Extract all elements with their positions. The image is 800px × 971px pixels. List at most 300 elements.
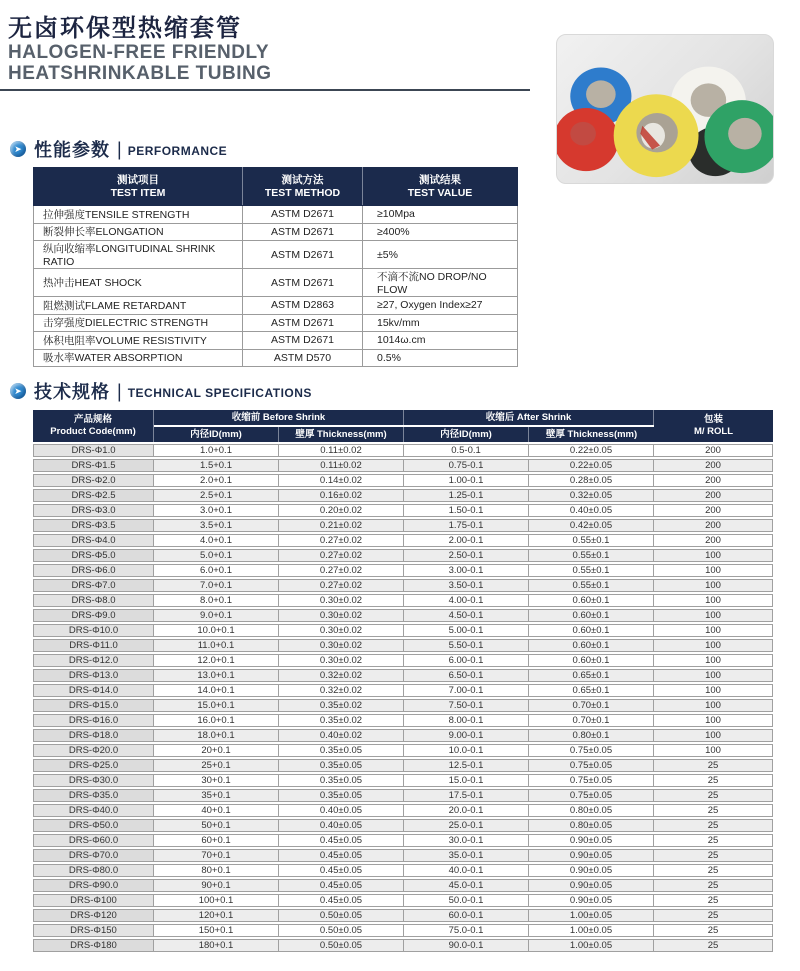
spec-cell: 100: [654, 639, 773, 652]
performance-cell: 拉伸强度TENSILE STRENGTH: [34, 206, 243, 224]
spec-row: [33, 804, 773, 817]
spec-cell: 7.50-0.1: [404, 699, 529, 712]
spec-cell: 100: [654, 729, 773, 742]
spec-row: [33, 714, 773, 727]
spec-cell: 0.70±0.1: [529, 714, 654, 727]
performance-cell: 吸水率WATER ABSORPTION: [34, 349, 243, 367]
performance-cell: 断裂伸长率ELONGATION: [34, 223, 243, 241]
product-code-cell: DRS-Φ14.0: [33, 684, 154, 697]
spec-cell: 0.40±0.02: [279, 729, 404, 742]
spec-cell: 12.0+0.1: [154, 654, 279, 667]
spec-cell: 180+0.1: [154, 939, 279, 952]
spec-cell: 2.5+0.1: [154, 489, 279, 502]
product-code-cell: DRS-Φ25.0: [33, 759, 154, 772]
product-code-cell: DRS-Φ7.0: [33, 579, 154, 592]
product-code-cell: DRS-Φ35.0: [33, 789, 154, 802]
spec-row: [33, 819, 773, 832]
spec-row: [33, 699, 773, 712]
col-header-product-code: [33, 410, 154, 442]
spec-cell: 100: [654, 744, 773, 757]
spec-row: [33, 654, 773, 667]
product-code-cell: DRS-Φ4.0: [33, 534, 154, 547]
spec-cell: 0.90±0.05: [529, 834, 654, 847]
product-code-cell: DRS-Φ100: [33, 894, 154, 907]
spec-row: [33, 459, 773, 472]
performance-row: [34, 314, 518, 332]
tubing-rolls-illustration: [557, 35, 773, 183]
spec-row: [33, 924, 773, 937]
spec-cell: 1.5+0.1: [154, 459, 279, 472]
spec-cell: 150+0.1: [154, 924, 279, 937]
spec-cell: 45.0-0.1: [404, 879, 529, 892]
product-code-cell: DRS-Φ16.0: [33, 714, 154, 727]
performance-cell: 15kv/mm: [363, 314, 518, 332]
spec-cell: 0.90±0.05: [529, 849, 654, 862]
performance-cell: 不滴不流NO DROP/NO FLOW: [363, 269, 518, 297]
spec-cell: 0.32±0.02: [279, 684, 404, 697]
product-code-cell: DRS-Φ11.0: [33, 639, 154, 652]
spec-row: [33, 774, 773, 787]
spec-cell: 0.65±0.1: [529, 684, 654, 697]
spec-cell: 35+0.1: [154, 789, 279, 802]
spec-cell: 15.0-0.1: [404, 774, 529, 787]
spec-cell: 25: [654, 939, 773, 952]
performance-table-head: [34, 168, 518, 206]
performance-row: [34, 206, 518, 224]
specifications-table: [33, 408, 773, 954]
spec-row: [33, 519, 773, 532]
spec-cell: 2.0+0.1: [154, 474, 279, 487]
product-code-cell: DRS-Φ70.0: [33, 849, 154, 862]
spec-cell: 0.45±0.05: [279, 879, 404, 892]
spec-cell: 3.50-0.1: [404, 579, 529, 592]
spec-cell: 0.50±0.05: [279, 909, 404, 922]
spec-cell: 13.0+0.1: [154, 669, 279, 682]
specs-title-cn: 技术规格: [34, 382, 110, 402]
spec-cell: 0.35±0.02: [279, 714, 404, 727]
col-header-package: [654, 410, 773, 442]
product-code-cell: DRS-Φ3.0: [33, 504, 154, 517]
spec-cell: 0.22±0.05: [529, 444, 654, 457]
spec-cell: 0.30±0.02: [279, 639, 404, 652]
col-header-id-before: 内径ID(mm): [154, 427, 279, 442]
spec-row: [33, 534, 773, 547]
product-code-cell: DRS-Φ8.0: [33, 594, 154, 607]
performance-cell: 1014ω.cm: [363, 332, 518, 350]
spec-row: [33, 729, 773, 742]
spec-cell: 0.80±0.05: [529, 804, 654, 817]
spec-cell: 0.42±0.05: [529, 519, 654, 532]
product-code-cell: DRS-Φ1.5: [33, 459, 154, 472]
package-label-en: M/ ROLL: [693, 426, 734, 437]
spec-cell: 0.35±0.02: [279, 699, 404, 712]
spec-row: [33, 894, 773, 907]
spec-cell: 200: [654, 459, 773, 472]
spec-cell: 9.00-0.1: [404, 729, 529, 742]
spec-cell: 0.27±0.02: [279, 579, 404, 592]
spec-cell: 6.0+0.1: [154, 564, 279, 577]
performance-cell: ASTM D2671: [243, 241, 363, 269]
spec-row: [33, 474, 773, 487]
spec-cell: 0.22±0.05: [529, 459, 654, 472]
spec-cell: 100: [654, 684, 773, 697]
spec-cell: 4.50-0.1: [404, 609, 529, 622]
spec-cell: 6.50-0.1: [404, 669, 529, 682]
spec-cell: 0.35±0.05: [279, 744, 404, 757]
spec-cell: 3.5+0.1: [154, 519, 279, 532]
spec-cell: 100: [654, 594, 773, 607]
spec-row: [33, 579, 773, 592]
spec-cell: 0.35±0.05: [279, 759, 404, 772]
product-code-cell: DRS-Φ2.0: [33, 474, 154, 487]
spec-cell: 11.0+0.1: [154, 639, 279, 652]
spec-cell: 0.40±0.05: [279, 819, 404, 832]
spec-row: [33, 909, 773, 922]
spec-cell: 25: [654, 759, 773, 772]
product-code-cell: DRS-Φ80.0: [33, 864, 154, 877]
performance-cell: ASTM D2671: [243, 223, 363, 241]
spec-cell: 0.21±0.02: [279, 519, 404, 532]
spec-cell: 100: [654, 564, 773, 577]
spec-cell: 0.55±0.1: [529, 549, 654, 562]
spec-cell: 0.90±0.05: [529, 864, 654, 877]
spec-cell: 0.65±0.1: [529, 669, 654, 682]
product-code-cell: DRS-Φ60.0: [33, 834, 154, 847]
spec-cell: 4.0+0.1: [154, 534, 279, 547]
product-code-cell: DRS-Φ150: [33, 924, 154, 937]
spec-cell: 75.0-0.1: [404, 924, 529, 937]
spec-cell: 0.60±0.1: [529, 654, 654, 667]
spec-cell: 0.27±0.02: [279, 534, 404, 547]
spec-cell: 60+0.1: [154, 834, 279, 847]
spec-cell: 10.0-0.1: [404, 744, 529, 757]
spec-row: [33, 624, 773, 637]
spec-cell: 0.45±0.05: [279, 834, 404, 847]
product-photo: [556, 34, 774, 184]
spec-cell: 25.0-0.1: [404, 819, 529, 832]
spec-cell: 0.11±0.02: [279, 459, 404, 472]
spec-cell: 25: [654, 789, 773, 802]
spec-cell: 200: [654, 534, 773, 547]
spec-cell: 0.60±0.1: [529, 594, 654, 607]
performance-cell: ASTM D2671: [243, 206, 363, 224]
spec-cell: 0.50±0.05: [279, 939, 404, 952]
spec-cell: 120+0.1: [154, 909, 279, 922]
spec-cell: 40+0.1: [154, 804, 279, 817]
performance-cell: ±5%: [363, 241, 518, 269]
performance-cell: ≥400%: [363, 223, 518, 241]
performance-cell: 热冲击HEAT SHOCK: [34, 269, 243, 297]
spec-cell: 80+0.1: [154, 864, 279, 877]
spec-row: [33, 489, 773, 502]
product-code-cell: DRS-Φ90.0: [33, 879, 154, 892]
spec-cell: 0.80±0.1: [529, 729, 654, 742]
spec-cell: 0.40±0.05: [279, 804, 404, 817]
spec-cell: 5.0+0.1: [154, 549, 279, 562]
spec-cell: 7.0+0.1: [154, 579, 279, 592]
spec-cell: 6.00-0.1: [404, 654, 529, 667]
spec-cell: 7.00-0.1: [404, 684, 529, 697]
performance-row: [34, 349, 518, 367]
spec-cell: 25+0.1: [154, 759, 279, 772]
spec-cell: 25: [654, 924, 773, 937]
col-header-before-shrink: 收缩前 Before Shrink: [154, 410, 404, 425]
product-code-cell: DRS-Φ1.0: [33, 444, 154, 457]
spec-cell: 200: [654, 504, 773, 517]
col-header-thickness-before: 壁厚 Thickness(mm): [279, 427, 404, 442]
spec-cell: 1.00-0.1: [404, 474, 529, 487]
spec-cell: 100: [654, 609, 773, 622]
spec-cell: 3.0+0.1: [154, 504, 279, 517]
spec-row: [33, 609, 773, 622]
spec-cell: 100: [654, 714, 773, 727]
spec-cell: 14.0+0.1: [154, 684, 279, 697]
spec-row: [33, 849, 773, 862]
spec-cell: 35.0-0.1: [404, 849, 529, 862]
spec-cell: 100: [654, 699, 773, 712]
spec-cell: 0.45±0.05: [279, 849, 404, 862]
product-code-label-cn: 产品规格: [73, 414, 112, 425]
section-separator: |: [117, 379, 122, 402]
spec-cell: 0.27±0.02: [279, 549, 404, 562]
product-code-cell: DRS-Φ15.0: [33, 699, 154, 712]
spec-row: [33, 759, 773, 772]
performance-title-cn: 性能参数: [34, 140, 110, 160]
spec-cell: 0.35±0.05: [279, 774, 404, 787]
spec-cell: 25: [654, 774, 773, 787]
spec-row: [33, 879, 773, 892]
spec-cell: 1.75-0.1: [404, 519, 529, 532]
header-divider: [0, 89, 530, 91]
spec-cell: 25: [654, 879, 773, 892]
product-code-cell: DRS-Φ6.0: [33, 564, 154, 577]
spec-row: [33, 939, 773, 952]
spec-cell: 0.45±0.05: [279, 864, 404, 877]
spec-cell: 0.16±0.02: [279, 489, 404, 502]
spec-cell: 25: [654, 819, 773, 832]
spec-cell: 3.00-0.1: [404, 564, 529, 577]
spec-cell: 0.80±0.05: [529, 819, 654, 832]
performance-cell: 纵向收缩率LONGITUDINAL SHRINK RATIO: [34, 241, 243, 269]
spec-cell: 1.00±0.05: [529, 924, 654, 937]
spec-row: [33, 639, 773, 652]
spec-cell: 0.75±0.05: [529, 744, 654, 757]
product-code-cell: DRS-Φ20.0: [33, 744, 154, 757]
performance-row: [34, 241, 518, 269]
spec-cell: 5.00-0.1: [404, 624, 529, 637]
spec-cell: 0.75±0.05: [529, 774, 654, 787]
section-separator: |: [117, 137, 122, 160]
spec-cell: 0.27±0.02: [279, 564, 404, 577]
spec-cell: 1.0+0.1: [154, 444, 279, 457]
spec-cell: 30.0-0.1: [404, 834, 529, 847]
performance-section-header: [10, 136, 227, 162]
spec-cell: 0.60±0.1: [529, 624, 654, 637]
spec-cell: 0.90±0.05: [529, 879, 654, 892]
specs-section-header: [10, 378, 312, 404]
product-code-cell: DRS-Φ120: [33, 909, 154, 922]
spec-cell: 50+0.1: [154, 819, 279, 832]
performance-cell: 体积电阻率VOLUME RESISTIVITY: [34, 332, 243, 350]
spec-cell: 25: [654, 834, 773, 847]
spec-cell: 60.0-0.1: [404, 909, 529, 922]
spec-cell: 90+0.1: [154, 879, 279, 892]
performance-col-header: 测试方法 TEST METHOD: [243, 168, 363, 206]
spec-cell: 0.55±0.1: [529, 564, 654, 577]
spec-cell: 0.32±0.05: [529, 489, 654, 502]
performance-row: [34, 269, 518, 297]
spec-cell: 20+0.1: [154, 744, 279, 757]
product-code-cell: DRS-Φ9.0: [33, 609, 154, 622]
spec-cell: 0.5-0.1: [404, 444, 529, 457]
product-code-cell: DRS-Φ10.0: [33, 624, 154, 637]
performance-cell: 0.5%: [363, 349, 518, 367]
product-code-cell: DRS-Φ30.0: [33, 774, 154, 787]
spec-cell: 1.00±0.05: [529, 939, 654, 952]
spec-cell: 9.0+0.1: [154, 609, 279, 622]
spec-cell: 200: [654, 489, 773, 502]
spec-cell: 15.0+0.1: [154, 699, 279, 712]
performance-cell: ASTM D2671: [243, 269, 363, 297]
spec-cell: 100+0.1: [154, 894, 279, 907]
spec-cell: 16.0+0.1: [154, 714, 279, 727]
performance-col-header: 测试项目 TEST ITEM: [34, 168, 243, 206]
spec-cell: 25: [654, 849, 773, 862]
spec-cell: 1.00±0.05: [529, 909, 654, 922]
specifications-table-head: [33, 410, 773, 442]
spec-cell: 1.25-0.1: [404, 489, 529, 502]
page-title: 无卤环保型热缩套管: [8, 15, 242, 42]
product-code-cell: DRS-Φ40.0: [33, 804, 154, 817]
spec-cell: 0.32±0.02: [279, 669, 404, 682]
spec-cell: 8.0+0.1: [154, 594, 279, 607]
subtitle-line2: HEATSHRINKABLE TUBING: [8, 63, 272, 84]
spec-row: [33, 594, 773, 607]
spec-cell: 50.0-0.1: [404, 894, 529, 907]
spec-cell: 0.75±0.05: [529, 789, 654, 802]
subtitle-line1: HALOGEN-FREE FRIENDLY: [8, 42, 270, 63]
spec-cell: 25: [654, 894, 773, 907]
spec-row: [33, 864, 773, 877]
spec-cell: 0.55±0.1: [529, 534, 654, 547]
spec-cell: 0.55±0.1: [529, 579, 654, 592]
spec-cell: 70+0.1: [154, 849, 279, 862]
specifications-table-body: [33, 444, 773, 952]
spec-cell: 0.14±0.02: [279, 474, 404, 487]
specs-title-en: TECHNICAL SPECIFICATIONS: [127, 386, 312, 400]
spec-cell: 100: [654, 579, 773, 592]
performance-cell: ≥27, Oxygen Index≥27: [363, 297, 518, 315]
product-code-cell: DRS-Φ5.0: [33, 549, 154, 562]
section-bullet-icon: ➤: [10, 141, 26, 157]
spec-cell: 0.20±0.02: [279, 504, 404, 517]
spec-cell: 0.60±0.1: [529, 639, 654, 652]
performance-table-body: [34, 206, 518, 367]
product-code-cell: DRS-Φ2.5: [33, 489, 154, 502]
spec-cell: 0.50±0.05: [279, 924, 404, 937]
spec-cell: 0.60±0.1: [529, 609, 654, 622]
spec-cell: 200: [654, 444, 773, 457]
spec-cell: 17.5-0.1: [404, 789, 529, 802]
package-label-cn: 包装: [704, 414, 724, 425]
performance-cell: ASTM D2863: [243, 297, 363, 315]
spec-cell: 0.75-0.1: [404, 459, 529, 472]
spec-row: [33, 834, 773, 847]
section-bullet-icon: ➤: [10, 383, 26, 399]
spec-cell: 40.0-0.1: [404, 864, 529, 877]
spec-cell: 25: [654, 909, 773, 922]
product-code-cell: DRS-Φ13.0: [33, 669, 154, 682]
spec-cell: 0.30±0.02: [279, 654, 404, 667]
product-code-cell: DRS-Φ50.0: [33, 819, 154, 832]
spec-row: [33, 684, 773, 697]
product-code-label-en: Product Code(mm): [50, 426, 136, 437]
product-code-cell: DRS-Φ3.5: [33, 519, 154, 532]
performance-title-en: PERFORMANCE: [127, 144, 228, 158]
performance-cell: ≥10Mpa: [363, 206, 518, 224]
spec-cell: 10.0+0.1: [154, 624, 279, 637]
spec-row: [33, 549, 773, 562]
spec-cell: 2.50-0.1: [404, 549, 529, 562]
spec-row: [33, 744, 773, 757]
performance-row: [34, 332, 518, 350]
spec-cell: 25: [654, 864, 773, 877]
spec-cell: 90.0-0.1: [404, 939, 529, 952]
spec-cell: 2.00-0.1: [404, 534, 529, 547]
col-header-after-shrink: 收缩后 After Shrink: [404, 410, 654, 425]
product-code-cell: DRS-Φ12.0: [33, 654, 154, 667]
spec-cell: 0.90±0.05: [529, 894, 654, 907]
spec-cell: 100: [654, 549, 773, 562]
spec-cell: 0.75±0.05: [529, 759, 654, 772]
spec-cell: 8.00-0.1: [404, 714, 529, 727]
spec-cell: 30+0.1: [154, 774, 279, 787]
performance-cell: ASTM D2671: [243, 332, 363, 350]
performance-table: [33, 167, 518, 367]
product-code-cell: DRS-Φ18.0: [33, 729, 154, 742]
spec-cell: 100: [654, 669, 773, 682]
spec-cell: 0.30±0.02: [279, 609, 404, 622]
spec-cell: 0.11±0.02: [279, 444, 404, 457]
spec-cell: 0.28±0.05: [529, 474, 654, 487]
spec-cell: 20.0-0.1: [404, 804, 529, 817]
product-code-cell: DRS-Φ180: [33, 939, 154, 952]
spec-cell: 18.0+0.1: [154, 729, 279, 742]
spec-cell: 4.00-0.1: [404, 594, 529, 607]
spec-cell: 5.50-0.1: [404, 639, 529, 652]
spec-row: [33, 504, 773, 517]
spec-cell: 200: [654, 519, 773, 532]
spec-row: [33, 444, 773, 457]
spec-row: [33, 669, 773, 682]
spec-cell: 0.45±0.05: [279, 894, 404, 907]
spec-row: [33, 564, 773, 577]
spec-cell: 200: [654, 474, 773, 487]
performance-row: [34, 223, 518, 241]
spec-cell: 0.70±0.1: [529, 699, 654, 712]
col-header-id-after: 内径ID(mm): [404, 427, 529, 442]
performance-row: [34, 297, 518, 315]
spec-cell: 0.30±0.02: [279, 624, 404, 637]
spec-cell: 25: [654, 804, 773, 817]
page-subtitle: [8, 42, 271, 84]
performance-cell: 阻燃测试FLAME RETARDANT: [34, 297, 243, 315]
performance-cell: ASTM D2671: [243, 314, 363, 332]
col-header-thickness-after: 壁厚 Thickness(mm): [529, 427, 654, 442]
spec-cell: 100: [654, 624, 773, 637]
performance-cell: ASTM D570: [243, 349, 363, 367]
spec-cell: 12.5-0.1: [404, 759, 529, 772]
